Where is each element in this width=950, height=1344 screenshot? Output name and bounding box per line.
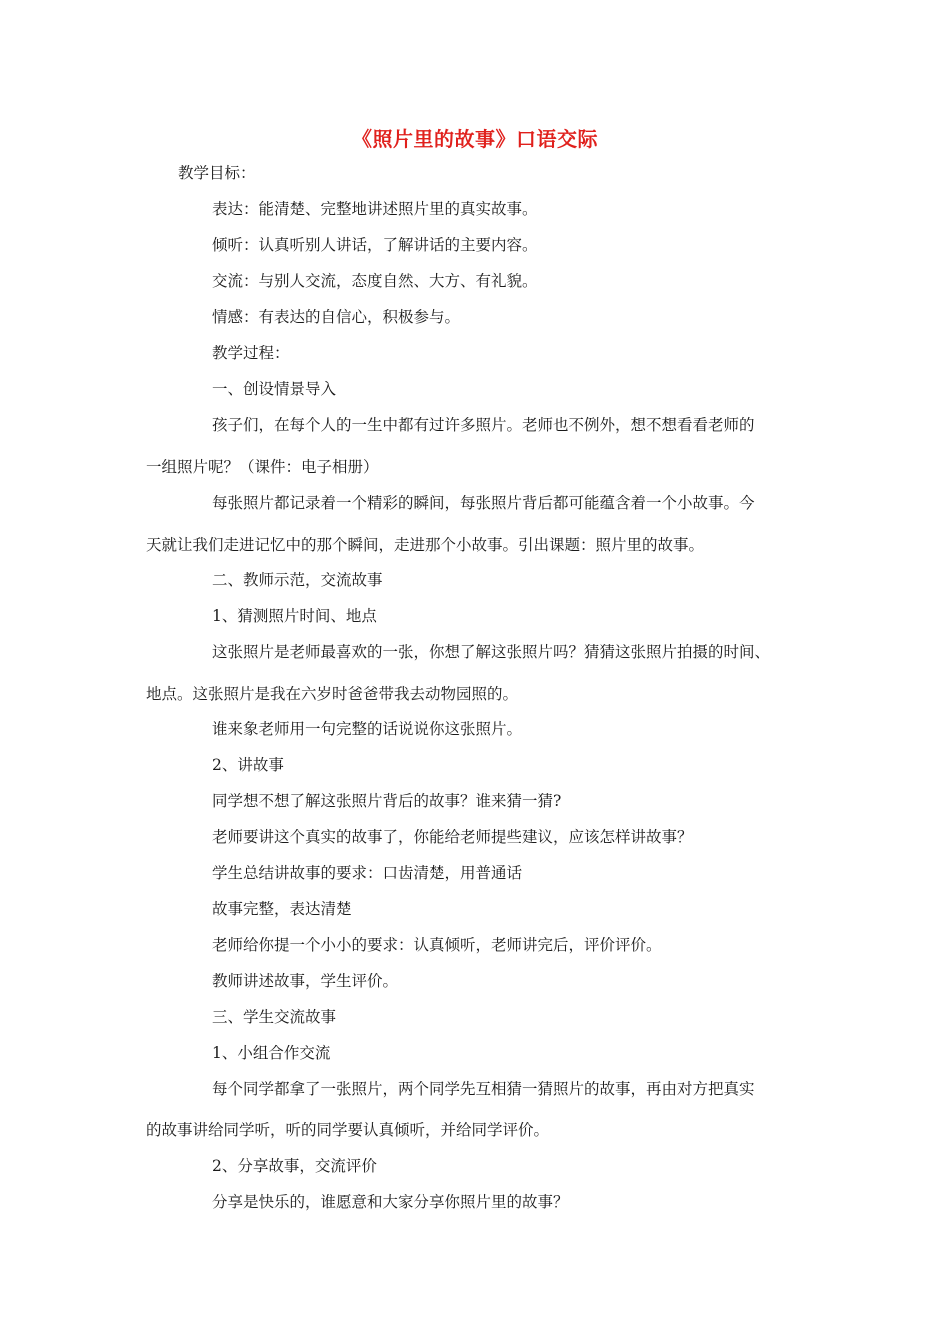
paragraph: 学生总结讲故事的要求：口齿清楚，用普通话 bbox=[212, 864, 523, 882]
subsection-heading: 2、分享故事，交流评价 bbox=[212, 1157, 377, 1175]
paragraph: 同学想不想了解这张照片背后的故事？谁来猜一猜? bbox=[212, 792, 562, 810]
section-heading-goals: 教学目标： bbox=[178, 164, 256, 182]
document-title: 《照片里的故事》口语交际 bbox=[352, 127, 598, 151]
paragraph-continuation: 的故事讲给同学听，听的同学要认真倾听，并给同学评价。 bbox=[146, 1121, 550, 1139]
paragraph: 分享是快乐的，谁愿意和大家分享你照片里的故事？ bbox=[212, 1193, 569, 1211]
paragraph: 表达：能清楚、完整地讲述照片里的真实故事。 bbox=[212, 200, 538, 218]
paragraph-continuation: 一组照片呢？（课件：电子相册） bbox=[146, 458, 379, 476]
paragraph: 故事完整，表达清楚 bbox=[212, 900, 352, 918]
subsection-heading: 2、讲故事 bbox=[212, 756, 284, 774]
subsection-heading: 二、教师示范，交流故事 bbox=[212, 571, 383, 589]
paragraph: 交流：与别人交流，态度自然、大方、有礼貌。 bbox=[212, 272, 538, 290]
paragraph: 老师要讲这个真实的故事了，你能给老师提些建议，应该怎样讲故事？ bbox=[212, 828, 693, 846]
paragraph-continuation: 天就让我们走进记忆中的那个瞬间，走进那个小故事。引出课题：照片里的故事。 bbox=[146, 536, 705, 554]
paragraph: 每张照片都记录着一个精彩的瞬间，每张照片背后都可能蕴含着一个小故事。今 bbox=[212, 494, 755, 512]
paragraph: 倾听：认真听别人讲话，了解讲话的主要内容。 bbox=[212, 236, 538, 254]
paragraph: 这张照片是老师最喜欢的一张，你想了解这张照片吗？猜猜这张照片拍摄的时间、 bbox=[212, 643, 771, 661]
subsection-heading: 三、学生交流故事 bbox=[212, 1008, 337, 1026]
paragraph: 老师给你提一个小小的要求：认真倾听，老师讲完后，评价评价。 bbox=[212, 936, 662, 954]
paragraph: 情感：有表达的自信心，积极参与。 bbox=[212, 308, 461, 326]
section-heading-process: 教学过程： bbox=[212, 344, 290, 362]
paragraph: 每个同学都拿了一张照片，两个同学先互相猜一猜照片的故事，再由对方把真实 bbox=[212, 1080, 755, 1098]
subsection-heading: 1、小组合作交流 bbox=[212, 1044, 331, 1062]
paragraph: 谁来象老师用一句完整的话说说你这张照片。 bbox=[212, 720, 523, 738]
subsection-heading: 1、猜测照片时间、地点 bbox=[212, 607, 377, 625]
paragraph: 教师讲述故事，学生评价。 bbox=[212, 972, 399, 990]
paragraph-continuation: 地点。这张照片是我在六岁时爸爸带我去动物园照的。 bbox=[146, 685, 519, 703]
subsection-heading: 一、创设情景导入 bbox=[212, 380, 337, 398]
paragraph: 孩子们，在每个人的一生中都有过许多照片。老师也不例外，想不想看看老师的 bbox=[212, 416, 755, 434]
